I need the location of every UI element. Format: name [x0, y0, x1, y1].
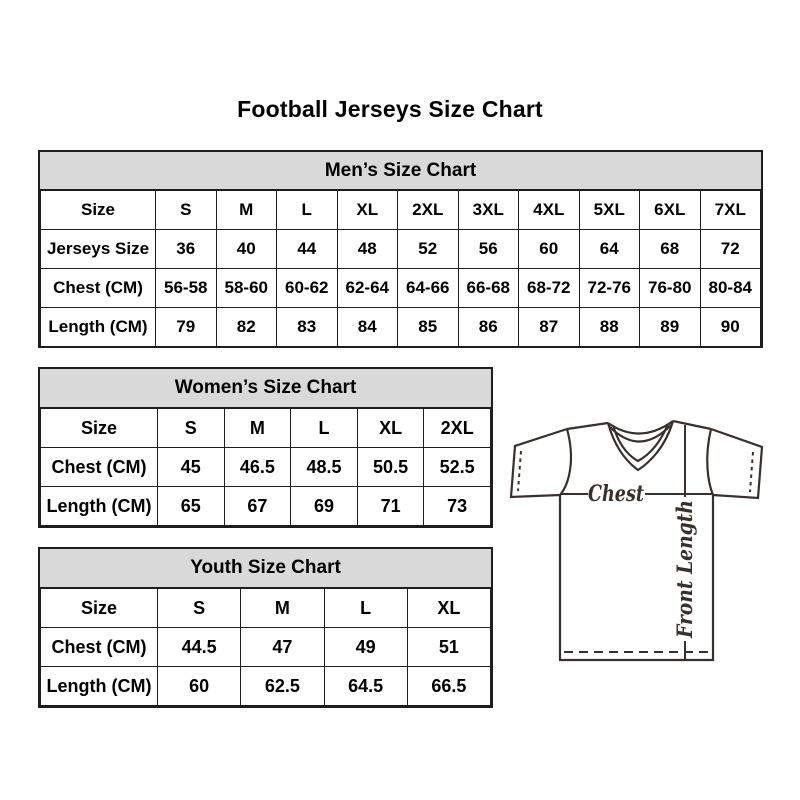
size-value-cell: 51	[407, 628, 490, 667]
mens-size-table	[40, 190, 761, 347]
womens-size-chart-title: Women’s Size Chart	[40, 369, 491, 408]
size-value-cell: 86	[458, 308, 519, 347]
size-value-cell: 58-60	[216, 269, 277, 308]
size-value-cell: 90	[700, 308, 761, 347]
size-value-cell: 72	[700, 230, 761, 269]
size-value-cell: 60	[158, 667, 241, 706]
size-table-row	[41, 191, 761, 230]
size-value-cell: M	[241, 589, 324, 628]
size-value-cell: 56	[458, 230, 519, 269]
size-value-cell: 52	[398, 230, 459, 269]
chest-label-group	[588, 481, 645, 507]
size-value-cell: 64.5	[324, 667, 407, 706]
size-value-cell: 82	[216, 308, 277, 347]
size-table-row	[41, 230, 761, 269]
size-value-cell: 79	[156, 308, 217, 347]
size-value-cell: 47	[241, 628, 324, 667]
size-value-cell: 6XL	[640, 191, 701, 230]
left-sleeve	[511, 429, 567, 497]
size-value-cell: XL	[407, 589, 490, 628]
mens-size-chart	[38, 150, 763, 348]
size-value-cell: 48.5	[291, 448, 358, 487]
size-value-cell: 68	[640, 230, 701, 269]
size-table-row	[41, 308, 761, 347]
size-value-cell: 48	[337, 230, 398, 269]
size-value-cell: 5XL	[579, 191, 640, 230]
size-value-cell: 76-80	[640, 269, 701, 308]
size-value-cell: L	[324, 589, 407, 628]
womens-size-chart	[38, 367, 493, 528]
size-table-row	[41, 667, 491, 706]
left-cuff-stitch	[518, 451, 521, 491]
womens-size-table	[40, 408, 491, 526]
size-value-cell: M	[216, 191, 277, 230]
size-value-cell: 2XL	[398, 191, 459, 230]
jersey-measurement-diagram	[505, 398, 777, 670]
size-value-cell: 64	[579, 230, 640, 269]
size-value-cell: 46.5	[224, 448, 291, 487]
size-value-cell: S	[158, 409, 225, 448]
row-header-cell: Size	[41, 409, 158, 448]
size-value-cell: 68-72	[519, 269, 580, 308]
size-value-cell: 7XL	[700, 191, 761, 230]
row-header-cell: Length (CM)	[41, 667, 158, 706]
page-title: Football Jerseys Size Chart	[237, 96, 543, 122]
size-value-cell: 52.5	[424, 448, 491, 487]
size-value-cell: S	[158, 589, 241, 628]
size-value-cell: 62-64	[337, 269, 398, 308]
front-length-label: Front Length	[672, 483, 697, 638]
size-value-cell: 3XL	[458, 191, 519, 230]
mens-size-chart-title: Men’s Size Chart	[40, 152, 761, 190]
front-length-label-group	[672, 483, 697, 641]
row-header-cell: Size	[41, 191, 156, 230]
chest-label: Chest	[588, 481, 644, 507]
size-value-cell: 85	[398, 308, 459, 347]
size-value-cell: 72-76	[579, 269, 640, 308]
size-value-cell: 56-58	[156, 269, 217, 308]
size-value-cell: 65	[158, 487, 225, 526]
size-value-cell: 44.5	[158, 628, 241, 667]
size-value-cell: L	[277, 191, 338, 230]
size-value-cell: 44	[277, 230, 338, 269]
size-value-cell: XL	[337, 191, 398, 230]
size-table-row	[41, 409, 491, 448]
size-table-row	[41, 487, 491, 526]
size-value-cell: 83	[277, 308, 338, 347]
row-header-cell: Chest (CM)	[41, 448, 158, 487]
size-table-row	[41, 448, 491, 487]
size-value-cell: L	[291, 409, 358, 448]
right-cuff-stitch	[750, 452, 753, 492]
size-value-cell: 87	[519, 308, 580, 347]
right-sleeve	[711, 429, 762, 498]
size-value-cell: 62.5	[241, 667, 324, 706]
row-header-cell: Size	[41, 589, 158, 628]
size-value-cell: 45	[158, 448, 225, 487]
row-header-cell: Length (CM)	[41, 487, 158, 526]
size-value-cell: 66-68	[458, 269, 519, 308]
size-value-cell: 84	[337, 308, 398, 347]
size-value-cell: 67	[224, 487, 291, 526]
jersey-diagram-svg	[505, 398, 777, 670]
size-value-cell: 69	[291, 487, 358, 526]
jersey-outline	[511, 421, 762, 660]
size-table-row	[41, 589, 491, 628]
size-value-cell: S	[156, 191, 217, 230]
size-value-cell: M	[224, 409, 291, 448]
row-header-cell: Length (CM)	[41, 308, 156, 347]
size-value-cell: 60	[519, 230, 580, 269]
size-value-cell: 2XL	[424, 409, 491, 448]
size-value-cell: 71	[357, 487, 424, 526]
size-value-cell: 49	[324, 628, 407, 667]
size-value-cell: 73	[424, 487, 491, 526]
size-value-cell: 60-62	[277, 269, 338, 308]
row-header-cell: Jerseys Size	[41, 230, 156, 269]
size-value-cell: XL	[357, 409, 424, 448]
size-value-cell: 80-84	[700, 269, 761, 308]
size-table-row	[41, 269, 761, 308]
youth-size-chart	[38, 547, 493, 708]
size-value-cell: 89	[640, 308, 701, 347]
youth-size-chart-title: Youth Size Chart	[40, 549, 491, 588]
size-table-row	[41, 628, 491, 667]
size-value-cell: 88	[579, 308, 640, 347]
row-header-cell: Chest (CM)	[41, 269, 156, 308]
size-value-cell: 66.5	[407, 667, 490, 706]
size-value-cell: 4XL	[519, 191, 580, 230]
youth-size-table	[40, 588, 491, 706]
size-value-cell: 36	[156, 230, 217, 269]
row-header-cell: Chest (CM)	[41, 628, 158, 667]
size-value-cell: 40	[216, 230, 277, 269]
size-value-cell: 64-66	[398, 269, 459, 308]
size-value-cell: 50.5	[357, 448, 424, 487]
